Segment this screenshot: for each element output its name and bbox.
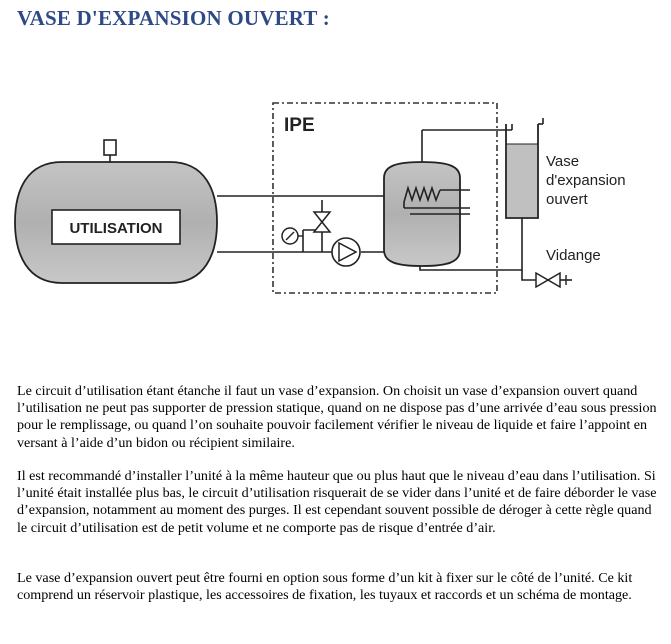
paragraph-expansion-choice: Le circuit d’utilisation étant étanche il faut un vase d’expansion. On choisit un vase d’expansion ouvert quand l’utilisation ne peut pas supporter de pression statique, quand on ne dispose pas d’une arrivée d’eau sous pression pour le remplissage, ou quand l’on souhaite pouvoir facilement vérifier le niveau de liquide et faire l’appoint en versant à l’aide d’un bidon ou récipient similaire. xyxy=(17,383,657,451)
hydraulic-diagram xyxy=(0,95,671,305)
utilisation-tank xyxy=(15,140,217,283)
paragraph-installation-height: Il est recommandé d’installer l’unité à la même hauteur que ou plus haut que le niveau d’eau dans l’utilisation. Si l’unité était installée plus bas, le circuit d’utilisation risquerait de se vider dans l’unité et de faire déborder le vase d’expansion, notamment au moment des purges. Il est cependant souvent possible de déroger à cette règle quand le circuit d’utilisation est de petit volume et ne comporte pas de risque d’entrée d’air. xyxy=(17,468,657,536)
utilisation-label: UTILISATION xyxy=(69,220,163,237)
ipe-label: IPE xyxy=(284,115,315,136)
vase-label-line2: d'expansion xyxy=(546,172,626,189)
page-title: VASE D'EXPANSION OUVERT : xyxy=(17,6,330,30)
vidange-label: Vidange xyxy=(546,247,601,264)
drain-valve-icon xyxy=(536,273,572,287)
pressure-gauge-icon xyxy=(282,228,298,244)
open-expansion-vessel xyxy=(506,118,543,218)
vase-label-line1: Vase xyxy=(546,153,580,170)
vase-label-line3: ouvert xyxy=(546,191,588,208)
paragraph-kit-option: Le vase d’expansion ouvert peut être fourni en option sous forme d’un kit à fixer sur le côté de l’unité. Ce kit comprend un réservoir plastique, les accessoires de fixation, les tuyaux et raccords et un schéma de montage. xyxy=(17,570,633,604)
pump-icon xyxy=(332,238,360,266)
valve-icon xyxy=(314,212,330,232)
